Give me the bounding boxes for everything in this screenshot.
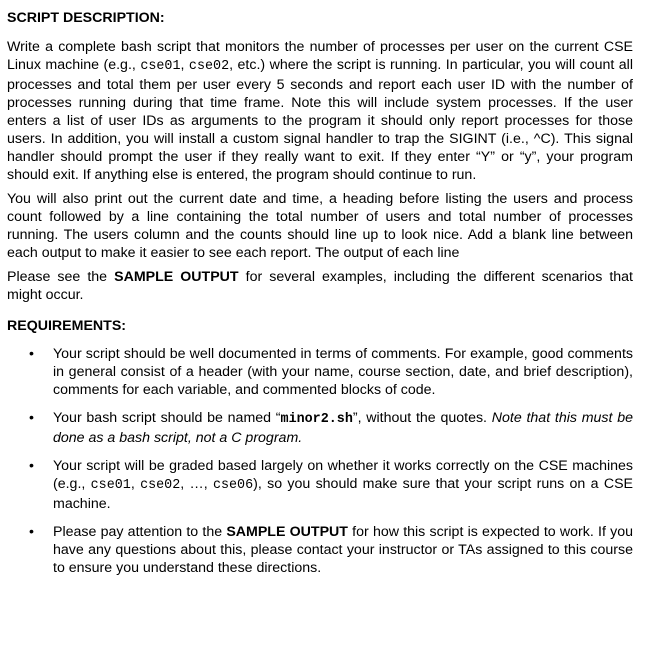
req4-text-2: for how this script is expected to work. If you have any questions about this, please contact your instructor or TAs assigned to this course to ensure you understand these directions.: [53, 524, 633, 576]
req3-code-cse02: cse02: [140, 478, 181, 493]
requirement-item-script-name: [7, 409, 633, 447]
req2-italic-note: Note that this must be done as a bash script, not a C program.: [53, 410, 633, 446]
requirement-item-grading: [7, 457, 633, 513]
req3-code-cse06: cse06: [212, 478, 254, 493]
req1-text: Your script should be well documented in terms of comments. For example, good comments in general consist of a header (with your name, course section, date, and brief description), comments for each variable, and commented blocks of code.: [53, 346, 633, 398]
para3-text-2: for several examples, including the different scenarios that might occur.: [7, 269, 633, 303]
req3-text-1: Your script will be graded based largely on whether it works correctly on the CSE machines (e.g.,: [53, 458, 633, 492]
req2-text-1: Your bash script should be named “: [53, 410, 281, 426]
script-description-heading: SCRIPT DESCRIPTION:: [7, 10, 165, 26]
req3-text-2: ,: [130, 476, 141, 492]
bullet-icon: •: [29, 524, 34, 540]
req3-code-cse01: cse01: [90, 478, 131, 493]
para1-text-3: , etc.) where the script is running. In particular, you will count all processes and total them per user every 5 seconds and report each user ID with the number of processes running during that time frame. Note this will include system processes. If the user enters a list of user IDs as arguments to the program it should only report processes for those users. In addition, you will install a custom signal handler to trap the SIGINT (i.e., ^C). This signal handler should prompt the user if they really want to exit. If they enter “Y” or “y”, your program should exit. If anything else is entered, the program should continue to run.: [7, 57, 633, 183]
req3-text-4: ), so you should make sure that your script runs on a CSE machine.: [53, 476, 633, 512]
req2-text-2: ”, without the quotes.: [352, 410, 492, 426]
requirement-item-documentation: [7, 345, 633, 399]
para3-text-1: Please see the: [7, 269, 115, 285]
requirement-item-sample-output: [7, 523, 633, 577]
para1-text-1: Write a complete bash script that monitors the number of processes per user on the current CSE Linux machine (e.g.,: [7, 39, 633, 73]
requirements-heading: REQUIREMENTS:: [7, 318, 127, 334]
bullet-icon: •: [29, 346, 34, 362]
para1-code-cse01: cse01: [140, 59, 181, 74]
para1-code-cse02: cse02: [188, 59, 230, 74]
bullet-icon: •: [29, 458, 34, 474]
para3-sample-output: SAMPLE OUTPUT: [114, 269, 239, 285]
req4-text-1: Please pay attention to the: [53, 524, 227, 540]
description-paragraph-2: You will also print out the current date and time, a heading before listing the users and process count followed by a line containing the total number of users and total number of processes running. The users column and the counts should line up to look nice. Add a blank line between each output to make it easier to see each report. The output of each line: [7, 191, 633, 261]
req2-code-filename: minor2.sh: [280, 412, 353, 427]
para1-text-2: ,: [180, 57, 189, 73]
bullet-icon: •: [29, 410, 34, 426]
description-paragraph-3: [7, 268, 633, 304]
req4-sample-output: SAMPLE OUTPUT: [226, 524, 348, 540]
req3-text-3: , …,: [180, 476, 213, 492]
requirements-list: [7, 345, 633, 577]
description-paragraph-1: [7, 38, 633, 184]
